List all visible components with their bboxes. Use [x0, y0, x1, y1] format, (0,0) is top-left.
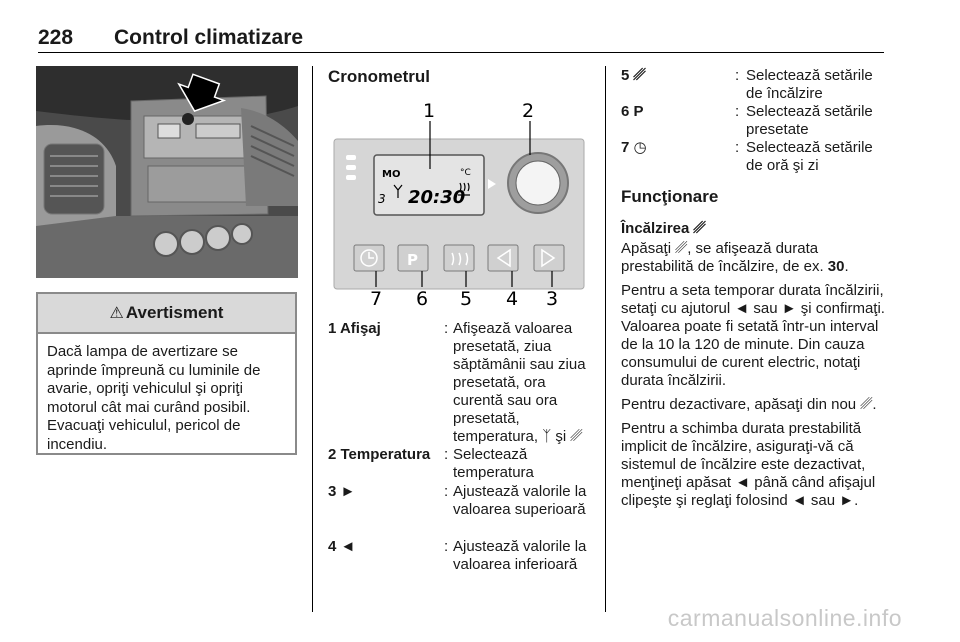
- operation-section: [621, 220, 887, 510]
- warning-triangle-icon: ⚠: [109, 305, 124, 322]
- display-unit: °C: [460, 168, 471, 178]
- definition-value: Ajustează valorile la valoarea inferioară: [453, 538, 587, 573]
- definition-key: 3 ►: [328, 483, 356, 500]
- definition-row: [621, 103, 886, 139]
- warning-box: [36, 292, 297, 455]
- callout-1: 1: [423, 100, 436, 122]
- dashboard-illustration: [36, 66, 298, 278]
- definition-key: 6 P: [621, 103, 644, 120]
- timer-diagram: [326, 95, 592, 309]
- warning-text: Dacă lampa de avertizare se aprinde împreună cu luminile de avarie, opriţi vehiculul şi opriţi motorul cât mai curând posibil. Evacuaţi vehiculul, pericol de incendiu.: [47, 343, 261, 453]
- definition-row: [621, 139, 886, 175]
- definition-colon: :: [735, 103, 740, 120]
- definition-colon: :: [444, 446, 449, 463]
- display-time: 20:30: [408, 187, 466, 208]
- svg-text:P: P: [407, 251, 418, 269]
- warning-header: [38, 294, 295, 334]
- definition-row: [328, 320, 598, 450]
- watermark: carmanualsonline.info: [667, 605, 902, 631]
- definition-colon: :: [735, 139, 740, 156]
- callout-4: 4: [506, 288, 519, 309]
- column-divider: [312, 66, 313, 612]
- definition-colon: :: [735, 67, 740, 84]
- definition-value: Ajustează valorile la valoarea superioară: [453, 483, 587, 518]
- paragraph: Pentru dezactivare, apăsaţi din nou ␥.: [621, 396, 877, 413]
- callout-7: 7: [370, 288, 383, 309]
- definition-value: Selectează setările presetate: [746, 103, 873, 138]
- definition-colon: :: [444, 320, 449, 337]
- paragraph: Pentru a schimba durata prestabilită implicit de încălzire, asiguraţi-vă că sistemul de încălzire este dezactivat, menţineţi apăsat ◄ până când afişajul clipeşte şi reglaţi folosind ◄ sau ►.: [621, 420, 876, 509]
- display-day: MO: [382, 169, 401, 180]
- dashboard-photo: [36, 66, 298, 278]
- definition-value: Afişează valoarea presetată, ziua săptămânii sau ziua presetată, ora curentă sau ora presetată, temperatura, ᛉ şi ␥: [453, 320, 586, 445]
- page-title: Control climatizare: [114, 26, 304, 49]
- definition-key: 5 ␥: [621, 67, 646, 84]
- paragraph: Pentru a seta temporar durata încălzirii, setaţi cu ajutorul ◄ sau ► şi confirmaţi. Valoarea poate fi setată într-un interval de la 10 la 120 de minute. Din cauza consumului de curent electric, notaţi durata încălzirii.: [621, 282, 885, 389]
- timer-illustration: [326, 95, 592, 309]
- definition-key: 2 Temperatura: [328, 446, 431, 463]
- callout-6: 6: [416, 288, 429, 309]
- definition-colon: :: [444, 483, 449, 500]
- definition-value: Selectează setările de încălzire: [746, 67, 873, 102]
- subsection-heating: Încălzirea ␥: [621, 220, 706, 237]
- callout-2: 2: [522, 100, 535, 122]
- definition-value: Selectează temperatura: [453, 446, 534, 481]
- definition-key: 1 Afişaj: [328, 320, 381, 337]
- section-title-timer: Cronometrul: [328, 67, 430, 86]
- section-title-operation: Funcţionare: [621, 187, 719, 206]
- paragraph: [621, 240, 887, 276]
- paragraph-text: .: [844, 258, 849, 275]
- warning-title: Avertisment: [125, 303, 224, 322]
- page-number: 228: [38, 26, 74, 49]
- definition-row: [328, 483, 598, 537]
- definition-colon: :: [444, 538, 449, 555]
- header-rule: [38, 52, 884, 53]
- default-duration-value: 30: [827, 258, 845, 275]
- callout-5: 5: [460, 288, 473, 309]
- definition-key: 7 ◷: [621, 139, 647, 156]
- column-divider: [605, 66, 606, 612]
- definition-row: [328, 446, 598, 482]
- definition-key: 4 ◄: [328, 538, 356, 555]
- callout-3: 3: [546, 288, 559, 309]
- display-digit: 3: [378, 192, 386, 206]
- paragraph-text: Apăsaţi ␥, se afişează durata prestabilită de încălzire, de ex.: [621, 240, 828, 275]
- definition-row: [328, 538, 598, 592]
- definition-value: Selectează setările de oră şi zi: [746, 139, 873, 174]
- definition-row: [621, 67, 886, 103]
